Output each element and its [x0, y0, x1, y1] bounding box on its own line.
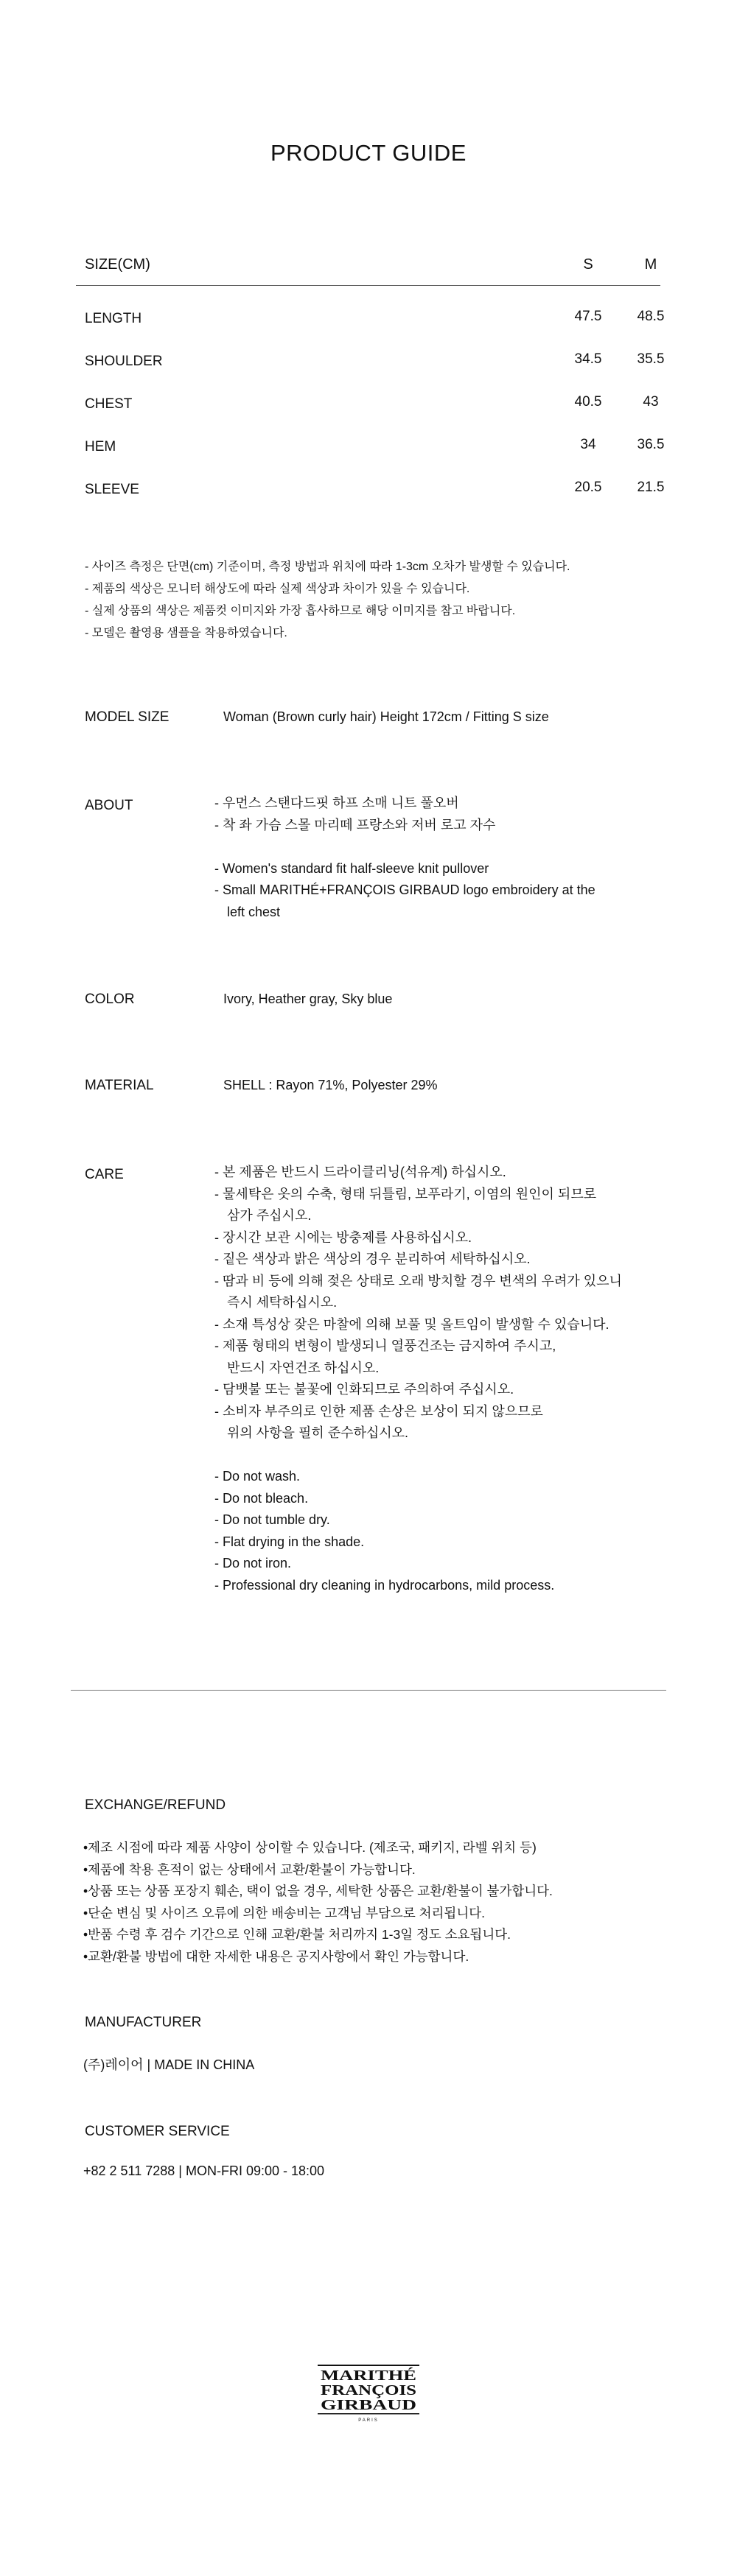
exchange-item: •상품 또는 상품 포장지 훼손, 택이 없을 경우, 세탁한 상품은 교환/환불이 불가합니다. [83, 1884, 553, 1898]
care-line: - Flat drying in the shade. [214, 1534, 365, 1549]
care-line: 즉시 세탁하십시오. [227, 1295, 338, 1310]
table-divider [76, 285, 660, 286]
size-row-value: 34 [580, 437, 596, 452]
exchange-item: •제품에 착용 흔적이 없는 상태에서 교환/환불이 가능합니다. [83, 1861, 416, 1877]
care-line: - 소비자 부주의로 인한 제품 손상은 보상이 되지 않으므로 [214, 1403, 543, 1419]
size-column-m: M [644, 256, 657, 273]
care-line: - Do not wash. [214, 1469, 301, 1484]
page-title: PRODUCT GUIDE [270, 140, 467, 166]
size-row-label: CHEST [85, 396, 133, 412]
size-row-value: 35.5 [637, 351, 665, 367]
care-line: - 소재 특성상 잦은 마찰에 의해 보풀 및 올트임이 발생할 수 있습니다. [214, 1316, 609, 1332]
care-line: - Professional dry cleaning in hydrocarbons, mild process. [214, 1577, 555, 1593]
exchange-item: •제조 시점에 따라 제품 사양이 상이할 수 있습니다. (제조국, 패키지, 라벨 위치 등) [83, 1840, 537, 1855]
manufacturer-value: (주)레이어 | MADE IN CHINA [83, 2057, 255, 2072]
material-label: MATERIAL [85, 1078, 154, 1093]
care-line: - 장시간 보관 시에는 방충제를 사용하십시오. [214, 1229, 472, 1245]
care-line: - 물세탁은 옷의 수축, 형태 뒤틀림, 보푸라기, 이염의 원인이 되므로 [214, 1186, 597, 1201]
size-row-value: 34.5 [574, 351, 602, 367]
care-line: - Do not tumble dry. [214, 1512, 330, 1527]
care-line: - 땀과 비 등에 의해 젖은 상태로 오래 방치할 경우 변색의 우려가 있으니 [214, 1273, 622, 1288]
section-divider [71, 1690, 666, 1691]
note-line: - 모델은 촬영용 샘플을 착용하였습니다. [85, 627, 287, 639]
logo-sub: PARIS [358, 2418, 379, 2423]
size-row-label: SHOULDER [85, 354, 163, 369]
size-row-value: 20.5 [574, 480, 602, 495]
about-line: - 착 좌 가슴 스몰 마리떼 프랑소와 저버 로고 자수 [214, 817, 496, 832]
care-line: - 짙은 색상과 밝은 색상의 경우 분리하여 세탁하십시오. [214, 1252, 531, 1266]
logo-line: MARITHÉ [321, 2368, 393, 2384]
size-row-value: 40.5 [574, 394, 602, 410]
about-text [214, 793, 595, 923]
note-line: - 실제 상품의 색상은 제품컷 이미지와 가장 흡사하므로 해당 이미지를 참고 바랍니다. [85, 605, 516, 617]
about-line: - 우먼스 스탠다드핏 하프 소매 니트 풀오버 [214, 796, 459, 810]
care-line: - 본 제품은 반드시 드라이클리닝(석유계) 하십시오. [214, 1165, 506, 1179]
color-label: COLOR [85, 992, 135, 1007]
size-notes [85, 556, 570, 645]
about-label: ABOUT [85, 798, 133, 813]
brand-logo [315, 2364, 422, 2424]
exchange-title: EXCHANGE/REFUND [85, 1797, 226, 1813]
size-column-s: S [583, 256, 593, 273]
exchange-item: •교환/환불 방법에 대한 자세한 내용은 공지사항에서 확인 가능합니다. [83, 1948, 469, 1964]
manufacturer-title: MANUFACTURER [85, 2015, 202, 2030]
model-size-value: Woman (Brown curly hair) Height 172cm / Fitting S size [223, 709, 549, 724]
about-line: left chest [227, 904, 281, 919]
care-text [214, 1162, 622, 1596]
care-label: CARE [85, 1167, 124, 1182]
exchange-item: •반품 수령 후 검수 기간으로 인해 교환/환불 처리까지 1-3일 정도 소요됩니다. [83, 1927, 511, 1942]
size-row-value: 43 [643, 394, 659, 410]
size-row-value: 48.5 [637, 309, 665, 324]
exchange-item: •단순 변심 및 사이즈 오류에 의한 배송비는 고객님 부담으로 처리됩니다. [83, 1905, 485, 1920]
size-row-value: 36.5 [637, 437, 665, 452]
care-line: - Do not bleach. [214, 1490, 309, 1506]
logo-line: FRANÇOIS [321, 2382, 416, 2398]
exchange-list [83, 1837, 553, 1968]
customer-service-value: +82 2 511 7288 | MON-FRI 09:00 - 18:00 [83, 2163, 325, 2178]
about-line: - Women's standard fit half-sleeve knit pullover [214, 860, 489, 876]
size-row-label: HEM [85, 439, 116, 455]
care-line: - Do not iron. [214, 1556, 292, 1570]
care-line: 삼가 주십시오. [227, 1208, 312, 1223]
material-value: SHELL : Rayon 71%, Polyester 29% [223, 1078, 438, 1092]
care-line: - 제품 형태의 변형이 발생되니 열풍건조는 금지하여 주시고, [214, 1338, 556, 1353]
size-row-value: 47.5 [574, 309, 602, 324]
customer-service-title: CUSTOMER SERVICE [85, 2124, 230, 2139]
size-row-value: 21.5 [637, 480, 665, 495]
color-value: Ivory, Heather gray, Sky blue [223, 992, 393, 1006]
about-line: - Small MARITHÉ+FRANÇOIS GIRBAUD logo embroidery at the [214, 882, 595, 897]
model-size-label: MODEL SIZE [85, 709, 170, 725]
size-row-label: SLEEVE [85, 482, 139, 497]
care-line: 위의 사항을 필히 준수하십시오. [227, 1425, 409, 1440]
size-row-label: LENGTH [85, 311, 142, 326]
care-line: 반드시 자연건조 하십시오. [227, 1360, 380, 1375]
note-line: - 제품의 색상은 모니터 해상도에 따라 실제 색상과 차이가 있을 수 있습니다. [85, 583, 470, 595]
logo-line: GIRBAUD [321, 2397, 416, 2413]
care-line: - 담뱃불 또는 불꽃에 인화되므로 주의하여 주십시오. [214, 1382, 514, 1397]
note-line: - 사이즈 측정은 단면(cm) 기준이며, 측정 방법과 위치에 따라 1-3cm 오차가 발생할 수 있습니다. [85, 561, 570, 573]
size-table-header: SIZE(CM) [85, 256, 150, 273]
